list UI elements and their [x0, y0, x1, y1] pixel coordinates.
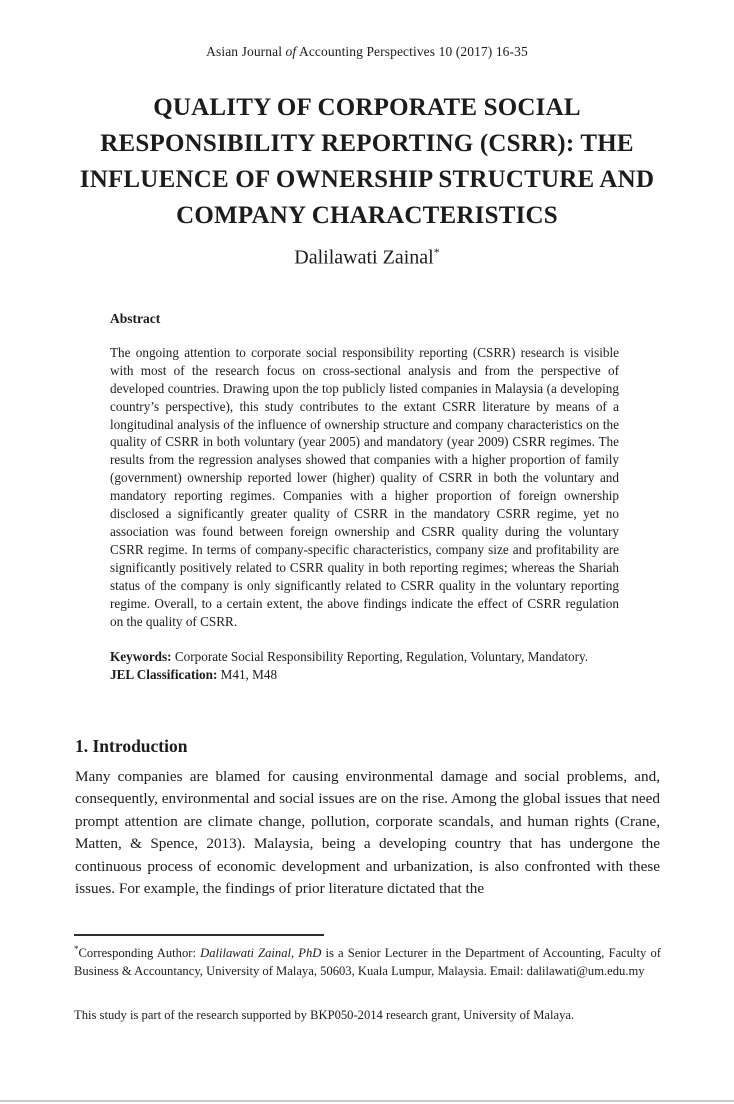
- abstract-body: The ongoing attention to corporate social responsibility reporting (CSRR) research is visible with most of the research focus on cross-sectional analysis and from the perspective of developed countries. Drawing upon the top publicly listed companies in Malaysia (a developing country’s perspective), this study contributes to the extant CSRR literature by means of a longitudinal analysis of the influence of ownership structure and company characteristics on the quality of CSRR in both voluntary (year 2005) and mandatory (year 2009) CSRR regimes. The results from the regression analyses showed that companies with a higher proportion of family (government) ownership reported lower (higher) quality of CSRR in both the voluntary and mandatory reporting regimes. Companies with a higher proportion of foreign ownership disclosed a significantly greater quality of CSRR in the mandatory CSRR regime, yet no association was found between foreign ownership and CSRR quality during the voluntary CSRR regime. In terms of company-specific characteristics, company size and profitability are significantly positively related to CSRR quality in both reporting regimes; whereas the Shariah status of the company is only significantly related to CSRR quality in the voluntary reporting regime. Overall, to a certain extent, the above findings indicate the effect of CSRR regulation on the quality of CSRR.: [110, 344, 619, 629]
- journal-header-suffix: Accounting Perspectives 10 (2017) 16-35: [296, 44, 528, 59]
- corresponding-author-label: Corresponding Author:: [78, 946, 201, 961]
- journal-header-italic-of: of: [285, 44, 297, 59]
- keywords-line: [110, 648, 619, 666]
- jel-line: [110, 666, 619, 684]
- corresponding-author-name: Dalilawati Zainal, PhD: [200, 946, 322, 961]
- keywords-text: Corporate Social Responsibility Reporting, Regulation, Voluntary, Mandatory.: [171, 649, 588, 665]
- journal-header: [0, 44, 734, 60]
- paper-title-line-1: QUALITY OF CORPORATE SOCIAL: [153, 94, 581, 121]
- keywords-label: Keywords:: [110, 649, 172, 665]
- author-line: [0, 245, 734, 270]
- paper-title-line-3: INFLUENCE OF OWNERSHIP STRUCTURE AND: [79, 166, 655, 193]
- paper-title-line-4: COMPANY CHARACTERISTICS: [176, 202, 558, 229]
- author-name: Dalilawati Zainal: [294, 246, 434, 269]
- introduction-heading: 1. Introduction: [75, 736, 188, 756]
- paper-title: [57, 90, 677, 234]
- introduction-body: Many companies are blamed for causing environmental damage and social problems, and, consequently, environmental and social issues are on the rise. Among the global issues that need prompt attention are climate change, pollution, corporate scandals, and human rights (Crane, Matten, & Spence, 2013). Malaysia, being a developing country that has undergone the continuous process of economic development and urbanization, is also confronted with these issues. For example, the findings of prior literature dictated that the: [75, 768, 660, 898]
- paper-title-line-2: RESPONSIBILITY REPORTING (CSRR): THE: [100, 130, 634, 157]
- footnote-marker: *: [74, 944, 79, 954]
- footnote-divider: [74, 934, 324, 936]
- page-bottom-edge: [0, 1100, 734, 1102]
- author-footnote-marker: *: [433, 245, 440, 259]
- abstract-heading: Abstract: [110, 311, 161, 326]
- abstract-section: [110, 310, 619, 684]
- corresponding-author-rest: is a Senior Lecturer in the Department of Accounting, Faculty of Business & Accountancy, University of Malaya, 50603, Kuala Lumpur, Malaysia. Email: dalilawati@um.edu.my: [74, 946, 661, 978]
- grant-footnote: This study is part of the research supported by BKP050-2014 research grant, University of Malaya.: [74, 1008, 575, 1022]
- jel-text: M41, M48: [217, 667, 278, 683]
- jel-label: JEL Classification:: [110, 667, 218, 683]
- journal-header-prefix: Asian Journal: [206, 44, 286, 59]
- corresponding-author-footnote: [74, 941, 661, 981]
